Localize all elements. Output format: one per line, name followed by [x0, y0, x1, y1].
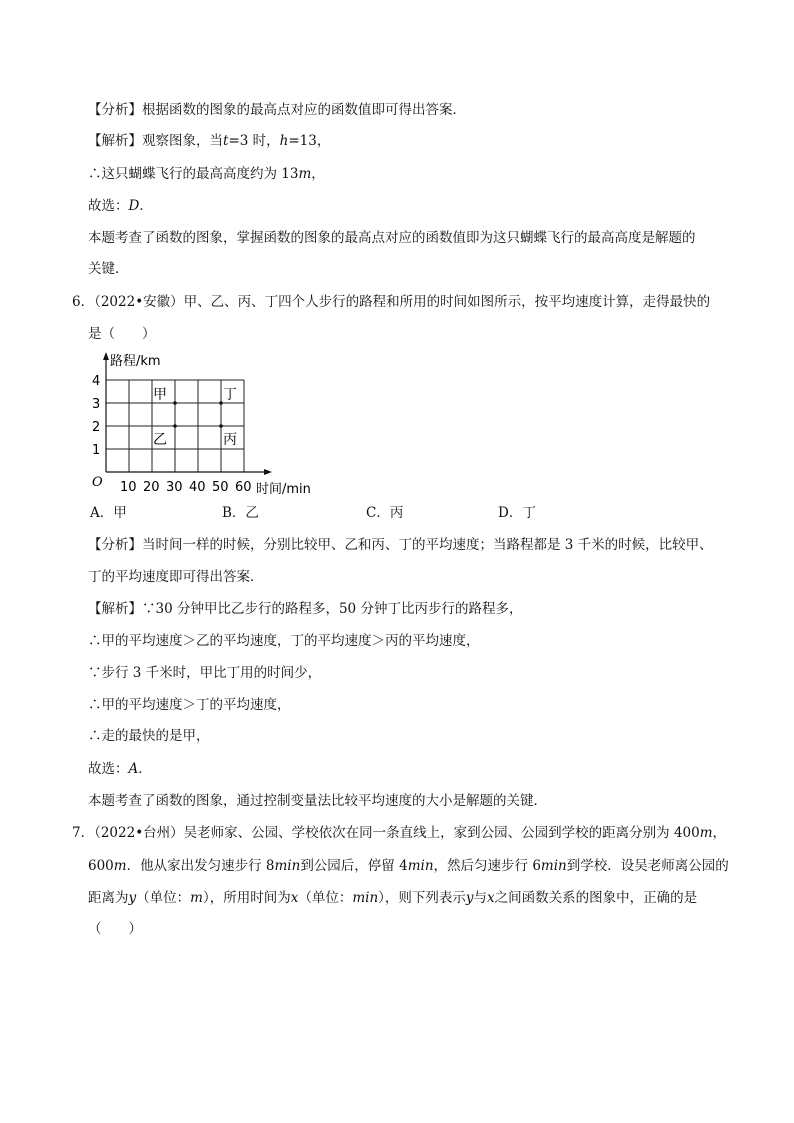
q6-chart	[84, 350, 344, 500]
q6-choose-line	[88, 759, 152, 779]
q7-l1-b: ，	[712, 825, 727, 841]
unit-m: m	[113, 858, 127, 874]
y-tick-label: 1	[92, 443, 101, 458]
q5-choose-b: ．	[139, 198, 153, 214]
q5-summary-2: 关键．	[88, 261, 129, 277]
point-label: 丙	[223, 432, 237, 448]
data-point	[173, 424, 177, 428]
var-t: t	[223, 133, 229, 149]
q7-l3-f: 与	[473, 890, 488, 906]
unit-m: m	[699, 825, 713, 841]
q5-choose-a: 故选：	[88, 198, 129, 214]
chart-y-ticks	[92, 374, 100, 458]
q6-summary: 本题考查了函数的图象，通过控制变量法比较平均速度的大小是解题的关键．	[88, 793, 547, 809]
point-label: 甲	[153, 387, 167, 403]
q7-l3-b: （单位：	[136, 890, 191, 906]
x-tick-label: 60	[235, 480, 252, 495]
x-tick-label: 30	[166, 480, 183, 495]
q6-analysis-2: 丁的平均速度即可得出答案．	[88, 569, 264, 585]
q6-stem-1: 6．（2022•安徽）甲、乙、丙、丁四个人步行的路程和所用的时间如图所示，按平均速度计算，走得最快的	[72, 294, 711, 310]
chart-x-ticks	[120, 480, 252, 495]
q6-solve-4: ∴甲的平均速度＞丁的平均速度，	[88, 697, 291, 713]
y-tick-label: 4	[92, 374, 101, 389]
q7-l2-a: 600	[88, 858, 114, 874]
q5-solve-a: 【解析】观察图象，当	[88, 133, 223, 149]
q7-stem-3	[88, 888, 697, 908]
q5-summary-1: 本题考查了函数的图象，掌握函数的图象的最高点对应的函数值即为这只蝴蝶飞行的最高高度是解题的	[88, 230, 696, 246]
chart-points	[153, 387, 237, 448]
q7-l3-g: 之间函数关系的图象中，正确的是	[494, 890, 698, 906]
y-axis-arrow	[103, 352, 109, 360]
q7-stem-2	[88, 856, 729, 876]
chart-ylabel: 路程/km	[110, 354, 161, 369]
q7-l3-d: （单位：	[298, 890, 353, 906]
q6-analysis-1: 【分析】当时间一样的时候，分别比较甲、乙和丙、丁的平均速度；当路程都是 3 千米的时候，比较甲、	[88, 537, 713, 553]
q5-choose-line	[88, 196, 153, 216]
data-point	[219, 424, 223, 428]
q6-solve-1: 【解析】∵30 分钟甲比乙步行的路程多，50 分钟丁比丙步行的路程多，	[88, 601, 523, 617]
q5-solve-b: =3 时，	[228, 133, 280, 149]
unit-m: m	[298, 166, 312, 182]
x-tick-label: 10	[120, 480, 137, 495]
var-h: h	[279, 133, 289, 149]
unit-min: min	[352, 890, 379, 906]
q5-answer: D	[128, 198, 140, 214]
unit-m: m	[190, 890, 203, 906]
q7-l2-b: ．他从家出发匀速步行 8	[126, 858, 275, 874]
q7-l3-a: 距离为	[88, 890, 129, 906]
q5-therefore-a: ∴这只蝴蝶飞行的最高高度约为 13	[88, 166, 299, 182]
point-label: 乙	[153, 432, 167, 448]
q5-analysis: 【分析】根据函数的图象的最高点对应的函数值即可得出答案．	[88, 102, 466, 118]
q7-l2-e: 到学校．设吴老师离公园的	[566, 858, 729, 874]
x-tick-label: 40	[189, 480, 206, 495]
q5-therefore-line	[88, 164, 325, 184]
q7-l2-c: 到公园后，停留 4	[300, 858, 408, 874]
q6-answer: A	[128, 761, 139, 777]
var-y: y	[128, 890, 137, 906]
q5-solve-c: =13，	[288, 133, 331, 149]
x-tick-label: 50	[212, 480, 229, 495]
q6-option-a: A．甲	[90, 505, 127, 521]
q6-option-d: D．丁	[498, 505, 536, 521]
var-x: x	[290, 890, 299, 906]
q5-therefore-b: ，	[311, 166, 325, 182]
data-point	[173, 401, 177, 405]
chart-axes	[103, 352, 272, 475]
q7-l2-d: ，然后匀速步行 6	[433, 858, 541, 874]
var-x: x	[487, 890, 495, 906]
q6-choose-a: 故选：	[88, 761, 129, 777]
chart-origin-label: O	[92, 475, 103, 490]
q6-stem-2: 是（ ）	[88, 326, 156, 342]
x-tick-label: 20	[143, 480, 160, 495]
q7-l3-c: ），所用时间为	[202, 890, 291, 906]
q7-l3-e: ），则下列表示	[378, 890, 466, 906]
q7-stem-4: （ ）	[88, 921, 142, 937]
q6-solve-3: ∵步行 3 千米时，甲比丁用的时间少，	[88, 665, 322, 681]
x-axis-arrow	[264, 469, 272, 475]
q7-stem-1	[72, 823, 726, 843]
unit-min: min	[274, 858, 301, 874]
q6-solve-2: ∴甲的平均速度＞乙的平均速度，丁的平均速度＞丙的平均速度，	[88, 633, 480, 649]
q6-choose-b: ．	[138, 761, 152, 777]
point-label: 丁	[223, 387, 237, 403]
unit-min: min	[540, 858, 567, 874]
q6-option-c: C．丙	[366, 505, 404, 521]
var-y: y	[465, 890, 474, 906]
y-tick-label: 3	[92, 397, 101, 412]
q6-solve-5: ∴走的最快的是甲，	[88, 728, 210, 744]
q7-l1-a: 7．（2022•台州）吴老师家、公园、学校依次在同一条直线上，家到公园、公园到学校的距离分别为 400	[72, 825, 700, 841]
chart-xlabel: 时间/min	[256, 482, 311, 497]
q5-solution-line	[88, 131, 330, 151]
y-tick-label: 2	[92, 420, 101, 435]
q6-option-b: B．乙	[222, 505, 259, 521]
unit-min: min	[407, 858, 434, 874]
